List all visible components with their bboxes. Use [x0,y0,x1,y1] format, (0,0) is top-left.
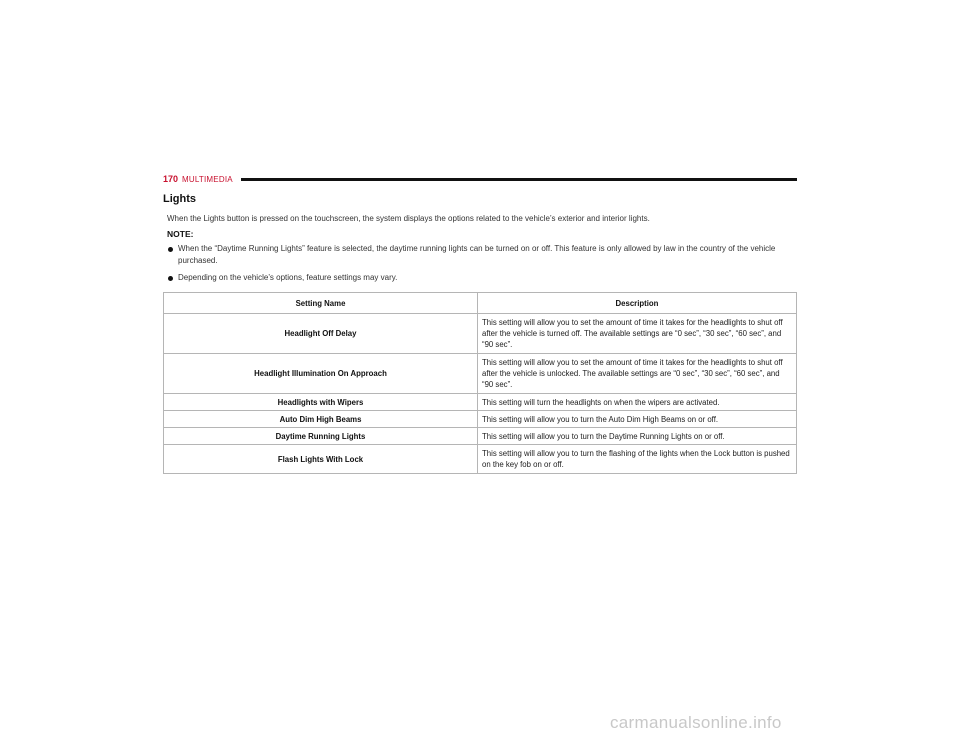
table-row [164,411,797,428]
bullet-icon [168,276,173,281]
setting-description: This setting will allow you to set the amount of time it takes for the headlights to shut off after the vehicle is unlocked. The available settings are “0 sec”, “30 sec”, “60 sec”, and “90 sec”. [478,354,797,394]
setting-name: Daytime Running Lights [164,428,478,445]
setting-name: Headlights with Wipers [164,394,478,411]
note-label: NOTE: [167,229,194,239]
setting-name: Auto Dim High Beams [164,411,478,428]
table-row [164,445,797,474]
table-header-row [164,293,797,314]
intro-paragraph: When the Lights button is pressed on the touchscreen, the system displays the options related to the vehicle’s exterior and interior lights. [167,214,650,223]
table-row [164,314,797,354]
setting-description: This setting will allow you to turn the flashing of the lights when the Lock button is pushed on the key fob on or off. [478,445,797,474]
table-row [164,354,797,394]
setting-name: Flash Lights With Lock [164,445,478,474]
column-header-setting-name: Setting Name [164,293,478,314]
bullet-icon [168,247,173,252]
section-title: Lights [163,193,196,205]
page-header [163,171,797,187]
setting-description: This setting will allow you to turn the Daytime Running Lights on or off. [478,428,797,445]
note-list [167,243,797,289]
page-number: 170 [163,174,179,184]
setting-name: Headlight Illumination On Approach [164,354,478,394]
table-row [164,394,797,411]
setting-description: This setting will allow you to turn the Auto Dim High Beams on or off. [478,411,797,428]
header-rule [241,178,797,181]
note-item [167,272,797,284]
column-header-description: Description [478,293,797,314]
section-label: MULTIMEDIA [182,174,233,184]
watermark-link[interactable]: carmanualsonline.info [610,713,782,732]
note-text: Depending on the vehicle’s options, feature settings may vary. [178,273,398,282]
settings-table [163,292,797,474]
note-text: When the “Daytime Running Lights” feature is selected, the daytime running lights can be turned on or off. This feature is only allowed by law in the country of the vehicle purchased. [178,244,776,265]
setting-name: Headlight Off Delay [164,314,478,354]
note-item [167,243,797,267]
setting-description: This setting will turn the headlights on when the wipers are activated. [478,394,797,411]
setting-description: This setting will allow you to set the amount of time it takes for the headlights to shut off after the vehicle is turned off. The available settings are “0 sec”, “30 sec”, “60 sec”, and “90 sec”. [478,314,797,354]
table-row [164,428,797,445]
